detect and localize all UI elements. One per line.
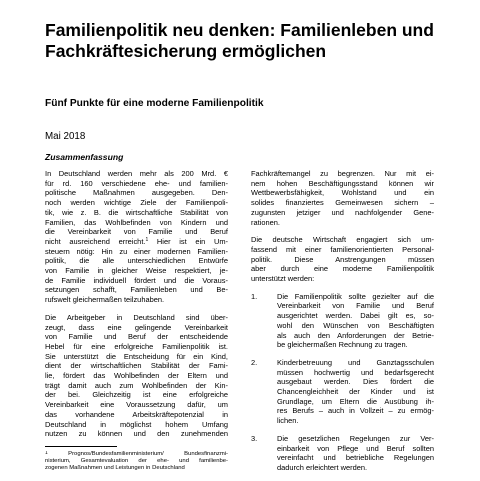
paragraph-intro bbox=[45, 169, 228, 305]
text-line: lie, fördert das Wohlbefinden der Eltern und bbox=[45, 371, 228, 381]
text-segment: nicht ausreichend erreicht. bbox=[45, 236, 146, 246]
text-line: Hebel für eine erfolgreiche Familienpolitik ist. bbox=[45, 341, 228, 351]
paragraph-skills-shortage bbox=[251, 169, 434, 227]
text-line: der bei. Gleichzeitig ist eine erfolgreiche bbox=[45, 390, 228, 400]
text-line: ausgebaut werden. Dies fördert die bbox=[277, 377, 434, 387]
text-line-with-footnote bbox=[45, 237, 228, 247]
document-date: Mai 2018 bbox=[45, 131, 86, 142]
text-line: politik. Diese Anstrengungen müssen bbox=[251, 254, 434, 264]
text-line: fassend mit einer familienorientierten Personal- bbox=[251, 244, 434, 254]
text-line: wohl den Wünschen von Beschäftigten bbox=[277, 320, 434, 330]
text-line: einbarkeit von Pflege und Beruf sollten bbox=[277, 443, 434, 453]
text-line: nutzen zu können und den zunehmenden bbox=[45, 429, 228, 439]
text-line: Wettbewerbsfähigkeit, Wohlstand und ein bbox=[251, 188, 434, 198]
text-line: unterstützt werden: bbox=[251, 274, 315, 284]
text-line: aber durch eine moderne Familienpolitik bbox=[251, 264, 434, 274]
document-subtitle: Fünf Punkte für eine moderne Familienpolitik bbox=[45, 98, 264, 109]
text-line: lichen. bbox=[277, 416, 299, 426]
left-column bbox=[45, 169, 228, 447]
list-item bbox=[251, 434, 434, 473]
text-line: Die Arbeitgeber in Deutschland sind über- bbox=[45, 312, 228, 322]
list-number: 2. bbox=[251, 357, 258, 367]
text-line: solides finanziertes Gemeinwesen sichern – bbox=[251, 198, 434, 208]
footnote-marker: 1 bbox=[145, 236, 149, 243]
text-line: ausgerichtet werden. Dabei gilt es, so- bbox=[277, 311, 434, 321]
text-line: für rd. 160 verschiedene ehe- und familien- bbox=[45, 178, 228, 188]
document-title: Familienpolitik neu denken: Familienleben und Fachkräftesicherung ermöglichen bbox=[45, 20, 434, 61]
text-line: Deutschland in möglichst hohem Umfang bbox=[45, 419, 228, 429]
text-line: zugunsten jetziger und nachfolgender Gene- bbox=[251, 207, 434, 217]
footnote bbox=[45, 451, 228, 472]
text-line: de Familie individuell fördert und die Voraus- bbox=[45, 275, 228, 285]
text-line: Sie unterstützt die Entscheidung für ein Kind, bbox=[45, 351, 228, 361]
list-item bbox=[251, 358, 434, 426]
text-line: Grundlage, um Eltern die Ausübung ih- bbox=[277, 396, 434, 406]
text-line: rationen. bbox=[251, 217, 280, 227]
footnote-number: 1 bbox=[45, 451, 48, 456]
text-segment: Prognos/Bundesfamilienministerium/ Bundesfinanzmi- bbox=[68, 451, 228, 457]
text-line: müssen hochwertig und bedarfsgerecht bbox=[277, 367, 434, 377]
text-line: Die gesetzlichen Regelungen zur Ver- bbox=[277, 433, 434, 443]
text-line: als auch den Anforderungen der Betrie- bbox=[277, 330, 434, 340]
numbered-list bbox=[251, 292, 434, 473]
text-line: Kinderbetreuung und Ganztagsschulen bbox=[277, 357, 434, 367]
paragraph-economy bbox=[251, 235, 434, 284]
list-number: 3. bbox=[251, 433, 258, 443]
text-line: rufswelt gleichermaßen teilzuhaben. bbox=[45, 295, 165, 305]
footnote-divider bbox=[45, 446, 117, 447]
text-line: tik, wie z. B. die wirtschaftliche Stabilität von bbox=[45, 207, 228, 217]
paragraph-employers bbox=[45, 313, 228, 439]
footnote-line: zogenen Maßnahmen und Leistungen in Deutschland bbox=[45, 465, 185, 471]
right-column bbox=[251, 169, 434, 481]
list-number: 1. bbox=[251, 291, 258, 301]
text-line: Die Familienpolitik sollte gezielter auf die bbox=[277, 291, 434, 301]
text-line: Vereinbarkeit von Familie und Beruf bbox=[277, 301, 434, 311]
text-line: Fachkräftemangel zu begrenzen. Nur mit ei- bbox=[251, 169, 434, 178]
section-heading-summary: Zusammenfassung bbox=[45, 152, 124, 162]
text-line: zeugt, dass eine gelingende Vereinbarkeit bbox=[45, 322, 228, 332]
text-line: das vorhandene Arbeitskräftepotenzial in bbox=[45, 409, 228, 419]
text-line: Vereinbarkeit eine Voraussetzung dafür, um bbox=[45, 400, 228, 410]
text-line: dient der wirtschaftlichen Stabilität der Fami- bbox=[45, 361, 228, 371]
text-line: politische Maßnahmen ausgegeben. Den- bbox=[45, 188, 228, 198]
text-line: be gleichermaßen Rechnung zu tragen. bbox=[277, 340, 408, 350]
text-line: von Familie in gleicher Weise respektiert, je- bbox=[45, 266, 228, 276]
text-line: von Familie und Beruf der entscheidende bbox=[45, 332, 228, 342]
text-line: die Vereinbarkeit von Familie und Beruf bbox=[45, 227, 228, 237]
text-line: politik, die alle unterschiedlichen Entwürfe bbox=[45, 256, 228, 266]
footnote-line bbox=[45, 451, 228, 458]
text-line: dadurch erleichtert werden. bbox=[277, 462, 368, 472]
text-line: Chancengleichheit der Kinder und ist bbox=[277, 387, 434, 397]
text-line: res Berufs – auch in Vollzeit – zu ermög- bbox=[277, 406, 434, 416]
text-line: Die deutsche Wirtschaft engagiert sich um- bbox=[251, 235, 434, 245]
text-line: setzungen schafft, Familienleben und Be- bbox=[45, 285, 228, 295]
text-line: trägt damit auch zum Wohlbefinden der Kin- bbox=[45, 380, 228, 390]
list-item bbox=[251, 292, 434, 350]
footnote-line: nisterium, Gesamtevaluation der ehe- und familienbe- bbox=[45, 458, 228, 464]
text-line: In Deutschland werden mehr als 200 Mrd. € bbox=[45, 169, 228, 178]
text-line: steuern nötig: Hin zu einer modernen Familien- bbox=[45, 246, 228, 256]
text-line: noch werden wichtige Ziele der Familienpoli- bbox=[45, 198, 228, 208]
text-segment: Hier ist ein Um- bbox=[156, 236, 228, 246]
text-line: vereinfacht und betriebliche Regelungen bbox=[277, 453, 434, 463]
text-line: Familien, das Wohlbefinden von Kindern und bbox=[45, 217, 228, 227]
text-line: nem hohen Beschäftigungsstand können wir bbox=[251, 178, 434, 188]
